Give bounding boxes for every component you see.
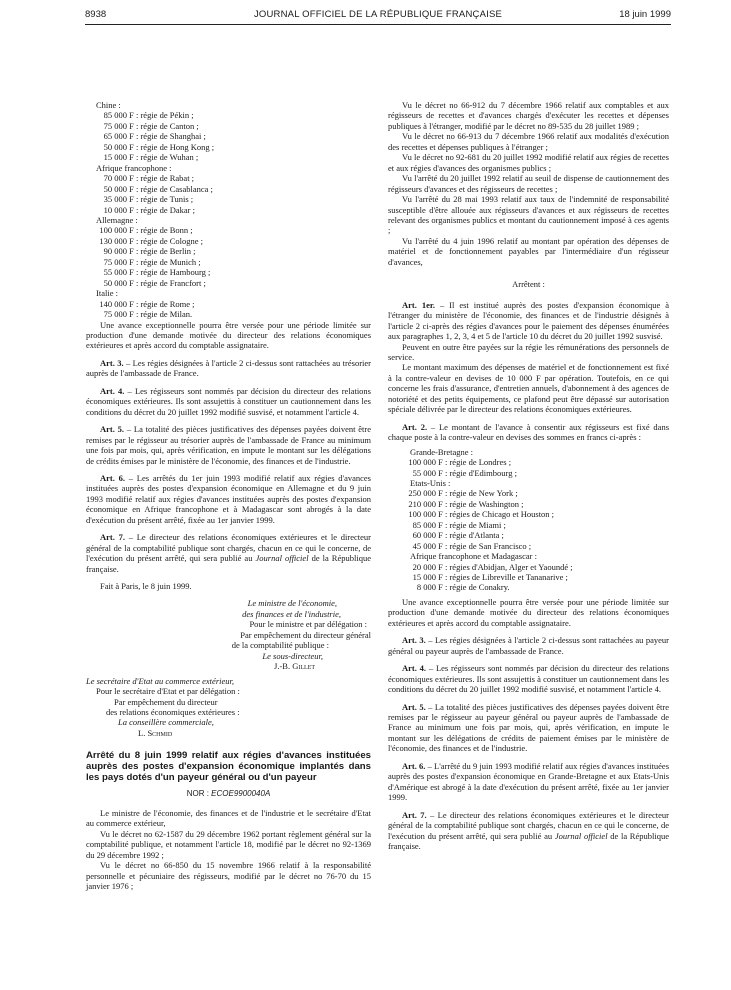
paragraph-avance: Une avance exceptionnelle pourra être versée pour une période limitée sur production d'une demande motivée du directeur des relations économiques extérieures et après accord du comptable assignataire. (388, 596, 669, 628)
regie-amount: 100 000 (408, 457, 436, 468)
article-3: Art. 3. – Les régies désignées à l'article 2 ci-dessus sont rattachées au trésorier auprès de l'ambassade de France. (86, 357, 371, 379)
signature-block-2: Le secrétaire d'Etat au commerce extérieur, Pour le secrétaire d'Etat et par délégation : Par empêchement du directeur des relations économiques extérieures : La conseillère commerciale, L. Schmid (86, 676, 371, 739)
article-label: Art. 6. (100, 472, 126, 483)
regie-label: F : régie de Canton ; (129, 120, 199, 131)
article-label: Art. 5. (100, 424, 125, 435)
regie-row (388, 572, 669, 582)
regie-row (86, 173, 371, 183)
regie-amount: 85 000 (103, 110, 127, 121)
region-heading: Chine : (96, 100, 121, 110)
regie-row (86, 236, 371, 246)
intro-paragraph: Le ministre de l'économie, des finances et de l'industrie et le secrétaire d'Etat au commerce extérieur, (86, 807, 371, 829)
region-heading: Allemagne : (96, 214, 138, 225)
regie-row (86, 246, 371, 256)
regies-list-right (388, 447, 669, 593)
regie-label: F : régie de Casablanca ; (129, 183, 213, 194)
regie-label: F : régie d'Atlanta ; (438, 530, 504, 541)
regie-label: F : régie de Milan. (129, 309, 193, 320)
regie-amount: 75 000 (103, 256, 127, 267)
vu-paragraph: Vu l'arrêté du 20 juillet 1992 relatif au seuil de dispense de cautionnement des régisseurs d'avances et des régisseurs de recettes ; (388, 173, 669, 194)
regie-amount: 250 000 (408, 488, 436, 499)
regie-amount: 210 000 (408, 498, 436, 509)
regie-amount: 60 000 (412, 530, 436, 541)
regie-label: F : régie de San Francisco ; (438, 540, 532, 551)
regie-row (388, 509, 669, 519)
vu-paragraph: Vu le décret no 62-1587 du 29 décembre 1962 portant règlement général sur la comptabilité publique, et notamment l'article 18, modifié par le décret no 92-1369 du 29 décembre 1992 ; (86, 828, 371, 860)
regie-row (388, 468, 669, 478)
article-1-paragraph-2: Peuvent en outre être payées sur la régie les rémunérations des personnels de service. (388, 341, 669, 362)
regie-label: F : régie de Hong Kong ; (129, 141, 215, 152)
regie-row (86, 121, 371, 131)
regie-row (388, 499, 669, 509)
article-label: Art. 4. (100, 385, 125, 396)
regie-label: F : régies de Chicago et Houston ; (438, 509, 555, 520)
regie-row (86, 278, 371, 288)
regie-amount: 45 000 (412, 540, 436, 551)
vu-paragraph: Vu le décret no 66-912 du 7 décembre 1966 relatif aux comptables et aux régisseurs de recettes et d'avances chargés d'exécuter les recettes et dépenses publiques à l'étranger, modifié par le décret no 89-535 du 28 juillet 1989 ; (388, 100, 669, 131)
vu-paragraph: Vu le décret no 66-850 du 15 novembre 1966 relatif à la responsabilité personnelle et pécuniaire des régisseurs, modifié par le décret no 76-70 du 15 janvier 1976 ; (86, 860, 371, 891)
regie-row (86, 110, 371, 120)
regie-label: F : régie de Miami ; (438, 519, 506, 530)
article-1: Art. 1er. – Il est institué auprès des postes d'expansion économique à l'étranger du ministère de l'économie, des finances et de l'industrie désignés à l'article 2 ci-après des régies d'avances pour le paiement des dépenses énumérées aux paragraphes 1, 2, 3, 4 et 5 de l'article 10 du décret du 20 juillet 1992 susvisé. (388, 299, 669, 342)
regie-amount: 20 000 (412, 561, 436, 572)
regie-row (86, 299, 371, 309)
regie-row (86, 142, 371, 152)
regie-row (388, 541, 669, 551)
article-label: Art. 2. (402, 421, 428, 432)
regie-row (388, 562, 669, 572)
regie-label: F : régie de Dakar ; (129, 204, 195, 215)
regie-label: F : régie de Rome ; (129, 298, 195, 309)
regie-row (388, 520, 669, 530)
regie-amount: 70 000 (103, 173, 127, 184)
regie-amount: 85 000 (412, 519, 436, 530)
regie-label: F : régies d'Abidjan, Alger et Yaoundé ; (438, 561, 573, 572)
regie-amount: 55 000 (412, 467, 436, 478)
right-column (388, 100, 669, 851)
regie-label: F : régie de Pékin ; (129, 110, 194, 121)
article-5: Art. 5. – La totalité des pièces justificatives des dépenses payées doivent être remises par le régisseur au trésorier auprès de l'ambassade de France au minimum une fois par mois, qui, après vérification, en impute le montant sur les délégations de crédits émises par le ministère de l'économie, des finances et de l'industrie. (86, 424, 371, 466)
article-4: Art. 4. – Les régisseurs sont nommés par décision du directeur des relations économiques extérieures. Ils sont assujettis à constituer un cautionnement dans les conditions du décret du 20 juillet 1992 modifié susvisé, et notamment l'article 4. (388, 663, 669, 695)
region-heading: Grande-Bretagne : (410, 446, 474, 457)
regie-amount: 100 000 (408, 509, 436, 520)
regie-amount: 140 000 (99, 298, 127, 309)
regie-row (86, 225, 371, 235)
regie-label: F : régie de Munich ; (129, 256, 201, 267)
fait-a-paris: Fait à Paris, le 8 juin 1999. (100, 581, 192, 592)
regie-amount: 50 000 (103, 141, 127, 152)
article-5: Art. 5. – La totalité des pièces justificatives des dépenses payées doivent être remises par le régisseur au payeur général ou payeur auprès de l'ambassade de France au minimum une fois par mois, qui, après vérification, en impute le montant sur les délégations de crédits de paiement émises par le ministère de l'économie, des finances et de l'industrie. (388, 701, 669, 754)
article-label: Art. 5. (402, 701, 426, 712)
regie-amount: 90 000 (103, 246, 127, 257)
signatory-name: J.-B. Gillet (274, 661, 315, 672)
journal-title: JOURNAL OFFICIEL DE LA RÉPUBLIQUE FRANÇAISE (253, 9, 503, 20)
regie-amount: 55 000 (103, 267, 127, 278)
article-7: Art. 7. – Le directeur des relations économiques extérieures et le directeur général de la comptabilité publique sont chargés, chacun en ce qui le concerne, de l'exécution du présent arrêté, qui sera publié au Journal officiel de la République française. (86, 532, 371, 574)
vu-paragraph: Vu le décret no 92-681 du 20 juillet 1992 modifié relatif aux régies de recettes et aux régies d'avances des organismes publics ; (388, 152, 669, 173)
article-label: Art. 7. (100, 532, 125, 543)
regie-row (86, 184, 371, 194)
regie-row (86, 267, 371, 277)
regie-row (388, 582, 669, 592)
regie-amount: 50 000 (103, 183, 127, 194)
article-6: Art. 6. – Les arrêtés du 1er juin 1993 modifié relatif aux régies d'avances instituées auprès des postes d'expansion économique en Allemagne et du 9 juin 1993 modifié relatif aux régies d'avances instituées auprès des postes d'expansion économique en Afrique francophone et à Madagascar sont abrogés à la date d'exécution du présent arrêté, fixée au 1er janvier 1999. (86, 472, 371, 525)
regie-row (86, 309, 371, 319)
regie-label: F : régie de New York ; (438, 488, 518, 499)
region-heading: Afrique francophone et Madagascar : (410, 551, 537, 562)
regie-amount: 65 000 (103, 131, 127, 142)
article-label: Art. 3. (402, 635, 426, 646)
regie-row (388, 530, 669, 540)
regies-list-left (86, 100, 371, 320)
regie-label: F : régie de Wuhan ; (129, 152, 199, 163)
region-heading: Italie : (96, 288, 118, 299)
article-7: Art. 7. – Le directeur des relations économiques extérieures et le directeur général de la comptabilité publique sont chargés, chacun en ce qui le concerne, de l'exécution du présent arrêté, qui sera publié au Journal officiel de la République française. (388, 809, 669, 851)
paragraph-avance: Une avance exceptionnelle pourra être versée pour une période limitée sur production d'une demande motivée du directeur des relations économiques extérieures et après accord du comptable assignataire. (86, 319, 371, 351)
regie-amount: 100 000 (99, 225, 127, 236)
article-6: Art. 6. – L'arrêté du 9 juin 1993 modifié relatif aux régies d'avances instituées auprès des postes d'expansion économique en Grande-Bretagne et aux Etats-Unis d'Amérique est abrogé à la date d'exécution du présent arrêté, fixée au 1er janvier 1999. (388, 760, 670, 803)
article-label: Art. 6. (402, 760, 426, 771)
regie-amount: 15 000 (103, 152, 127, 163)
article-label: Art. 1er. (402, 299, 435, 310)
regie-row (86, 205, 371, 215)
article-label: Art. 3. (100, 357, 124, 368)
article-label: Art. 7. (402, 809, 427, 820)
regie-row (86, 131, 371, 141)
regie-amount: 8 000 (416, 582, 436, 593)
left-column (86, 100, 371, 891)
regie-row (86, 152, 371, 162)
vu-paragraph: Vu l'arrêté du 4 juin 1996 relatif au montant par opération des dépenses de matériel et de fonctionnement payables par l'intermédiaire d'un régisseur d'avances, (388, 235, 669, 267)
vu-paragraph: Vu le décret no 66-913 du 7 décembre 1966 relatif aux modalités d'exécution des recettes et dépenses publiques à l'étranger ; (388, 131, 669, 152)
regie-row (388, 457, 669, 467)
nor-reference: NOR : ECOE9900040A (186, 789, 271, 799)
article-4: Art. 4. – Les régisseurs sont nommés par décision du directeur des relations économiques extérieures. Ils sont assujettis à constituer un cautionnement dans les conditions du décret du 20 juillet 1992 modifié susvisé, et notamment l'article 4. (86, 385, 371, 417)
regie-amount: 15 000 (412, 572, 436, 583)
regie-label: F : régie de Bonn ; (129, 225, 193, 236)
page-number: 8938 (85, 9, 107, 20)
region-heading: Etats-Unis : (410, 477, 451, 488)
header-rule (85, 24, 671, 25)
regie-label: F : régies de Libreville et Tananarive ; (438, 572, 568, 583)
regie-label: F : régie de Berlin ; (129, 246, 196, 257)
regie-label: F : régie de Rabat ; (129, 173, 195, 184)
regie-amount: 35 000 (103, 194, 127, 205)
regie-amount: 75 000 (103, 309, 127, 320)
decree-title: Arrêté du 8 juin 1999 relatif aux régies d'avances instituées auprès des postes d'expansion économique implantés dans les pays dotés d'un payeur général ou d'un payeur (86, 750, 371, 784)
signatory-name: L. Schmid (138, 727, 173, 738)
regie-label: F : régie de Francfort ; (129, 277, 206, 288)
regie-amount: 50 000 (103, 277, 127, 288)
regie-row (86, 194, 371, 204)
issue-date: 18 juin 1999 (619, 9, 671, 20)
region-heading: Afrique francophone : (96, 162, 172, 173)
article-3: Art. 3. – Les régies désignées à l'article 2 ci-dessus sont rattachées au payeur général ou payeur auprès de l'ambassade de France. (388, 635, 669, 656)
arretent-heading: Arrêtent : (512, 279, 545, 290)
regie-label: F : régie d'Edimbourg ; (438, 467, 517, 478)
signature-block-1: Le ministre de l'économie, des finances et de l'industrie, Pour le ministre et par délégation : Par empêchement du directeur général de la comptabilité publique : Le sous-directeur, J.-B. Gillet (86, 598, 371, 671)
regie-label: F : régie de Londres ; (438, 457, 512, 468)
regie-label: F : régie de Shanghai ; (129, 131, 206, 142)
regie-row (86, 257, 371, 267)
page-header (85, 6, 671, 24)
regie-amount: 75 000 (103, 120, 127, 131)
regie-label: F : régie de Hambourg ; (129, 267, 211, 278)
regie-label: F : régie de Tunis ; (129, 194, 194, 205)
regie-label: F : régie de Conakry. (438, 582, 510, 593)
regie-amount: 10 000 (103, 204, 127, 215)
regie-amount: 130 000 (99, 235, 127, 246)
regie-label: F : régie de Cologne ; (129, 235, 204, 246)
article-label: Art. 4. (402, 663, 427, 674)
article-2: Art. 2. – Le montant de l'avance à consentir aux régisseurs est fixé dans chaque poste à la contre-valeur en devises des sommes en francs ci-après : (388, 421, 669, 443)
article-1-paragraph-3: Le montant maximum des dépenses de matériel et de fonctionnement est fixé à la contre-valeur en devises de 10 000 F par opération. Toutefois, en ce qui concerne les frais d'assurance, d'entretien annuels, d'abonnement à des agences de notoriété et des petits équipements, ce plafond peut être dépassé sur autorisation spéciale délivrée par le directeur des relations économiques extérieures. (388, 362, 669, 415)
regie-label: F : régie de Washington ; (438, 498, 524, 509)
regie-row (388, 488, 669, 498)
vu-paragraph: Vu l'arrêté du 28 mai 1993 relatif aux taux de l'indemnité de responsabilité susceptible d'être allouée aux régisseurs d'avances et aux régisseurs de recettes relevant des organismes publics et montant du cautionnement imposé à ces agents ; (388, 194, 669, 236)
